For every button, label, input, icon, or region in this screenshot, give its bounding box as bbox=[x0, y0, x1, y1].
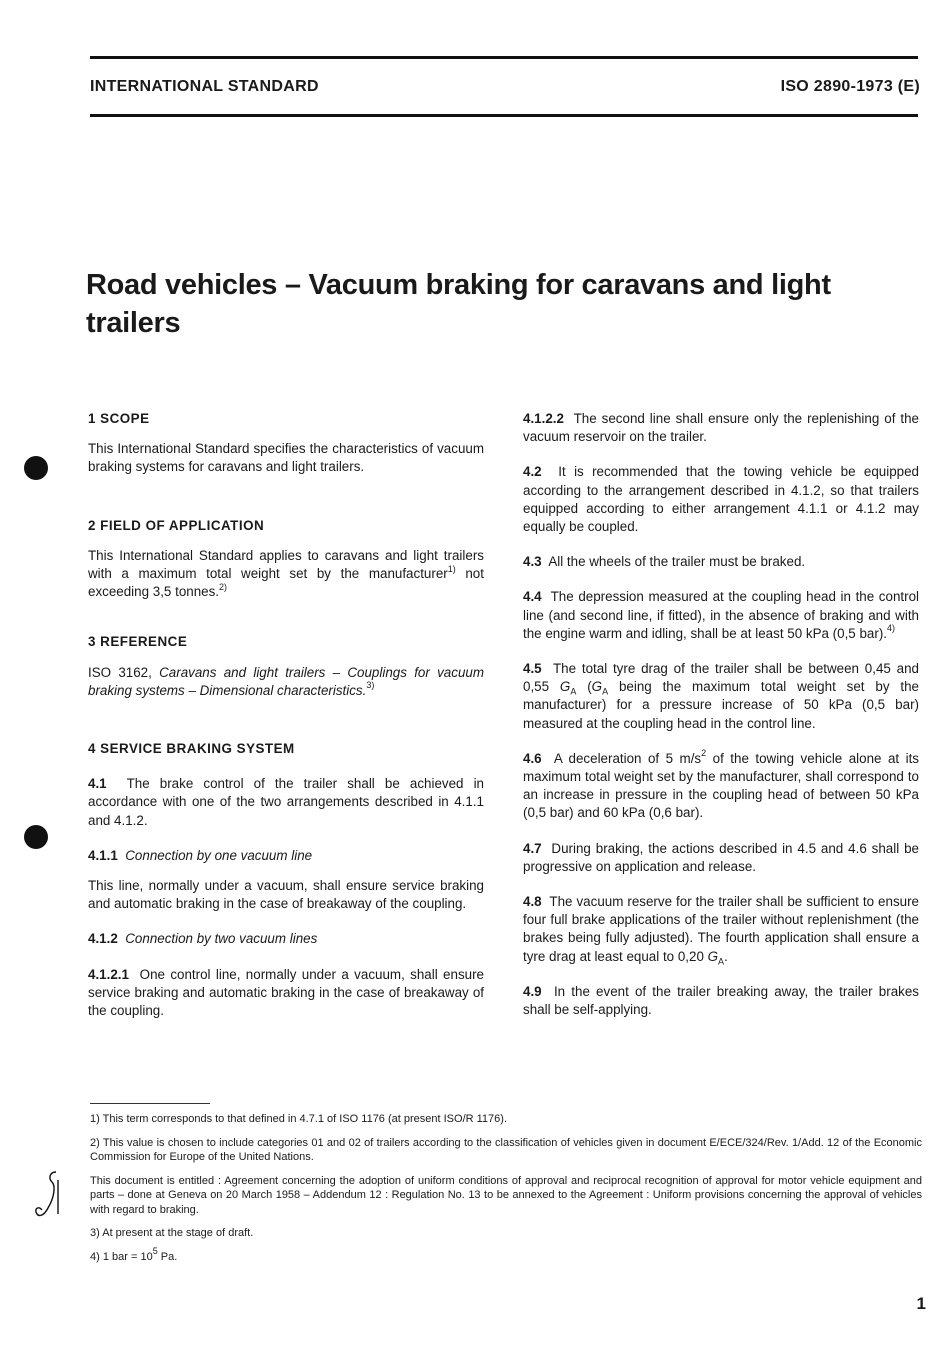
margin-bullet-icon bbox=[24, 825, 48, 849]
footnote-2-continued: This document is entitled : Agreement concerning the adoption of uniform conditions of approval and reciprocal recognition of approval for motor vehicle equipment and parts – done at Geneva on 20 March 1958 – Addendum 12 : Regulation No. 13 to be annexed to the Agreement : Uniform provisions concerning the approval of vehicles with regard to braking. bbox=[90, 1174, 922, 1216]
page-number: 1 bbox=[916, 1294, 926, 1313]
clause-4-7: 4.7 During braking, the actions described in 4.5 and 4.6 shall be progressive on application and release. bbox=[523, 840, 919, 874]
clause-4-1: 4.1 The brake control of the trailer shall be achieved in accordance with one of the two arrangements described in 4.1.1 and 4.1.2. bbox=[88, 776, 485, 828]
clause-4-1-2-1: 4.1.2.1 One control line, normally under a vacuum, shall ensure service braking and automatic braking in the case of breakaway of the coupling. bbox=[88, 966, 484, 1019]
header-bottom-rule bbox=[90, 114, 918, 117]
clause-4-6: 4.6 A deceleration of 5 $m/s^2$ of the towing vehicle alone at its maximum total weight set by the manufacturer, shall correspond to an increase in pressure in the coupling head of between 50 kPa (0,5 bar) and 60 kPa (0,6 bar). bbox=[523, 748, 920, 821]
header-standard-label: INTERNATIONAL STANDARD bbox=[90, 78, 319, 95]
footnote-2: 2) This value is chosen to include categories 01 and 02 of trailers according to the classification of vehicles given in document E/ECE/324/Rev. 1/Add. 12 of the Economic Commission for Europe of the United Nations. bbox=[90, 1136, 922, 1163]
footnote-divider bbox=[90, 1103, 210, 1104]
header-top-rule bbox=[90, 56, 918, 59]
clause-4-2: 4.2 It is recommended that the towing vehicle be equipped according to the arrangement described in 4.1.2, so that trailers equipped according to either arrangement 4.1.1 or 4.1.2 may equally be coupled. bbox=[523, 464, 919, 535]
clause-4-3: 4.3 All the wheels of the trailer must be braked. bbox=[523, 554, 806, 570]
section-heading-service-braking: 4 SERVICE BRAKING SYSTEM bbox=[88, 741, 295, 757]
footnote-3: 3) At present at the stage of draft. bbox=[90, 1227, 254, 1239]
footnote-4: 4) 1 bar = $10^5$ Pa. bbox=[90, 1245, 178, 1263]
margin-bullet-icon bbox=[24, 456, 48, 480]
section-heading-field: 2 FIELD OF APPLICATION bbox=[88, 517, 265, 533]
clause-4-1-1-text: This line, normally under a vacuum, shall ensure service braking and automatic braking in the case of breakaway of the coupling. bbox=[88, 878, 484, 912]
section-heading-reference: 3 REFERENCE bbox=[88, 634, 188, 650]
footnote-1: 1) This term corresponds to that defined in 4.7.1 of ISO 1176 (at present ISO/R 1176). bbox=[90, 1113, 508, 1125]
clause-4-1-2-2: 4.1.2.2 The second line shall ensure only the replenishing of the vacuum reservoir on the trailer. bbox=[523, 411, 919, 445]
left-column bbox=[88, 410, 484, 1020]
header-document-number: ISO 2890-1973 (E) bbox=[780, 78, 920, 95]
footnotes bbox=[90, 1112, 922, 1273]
scope-text: This International Standard specifies the characteristics of vacuum braking systems for caravans and light trailers. bbox=[88, 441, 484, 475]
clause-4-1-2-heading: 4.1.2 Connection by two vacuum lines bbox=[88, 931, 318, 947]
clause-4-1-1-heading: 4.1.1 Connection by one vacuum line bbox=[88, 847, 313, 863]
clause-4-8: 4.8 The vacuum reserve for the trailer shall be sufficient to ensure four full brake applications of the trailer without replenishment (the brakes being fully adjusted). The fourth application shall ensure a tyre drag at least equal to 0,20 $G_A$. bbox=[523, 894, 919, 967]
clause-4-4: 4.4 The depression measured at the coupling head in the control line (and second line, if fitted), in the absence of braking and with the engine warm and idling, shall be at least 50 kPa (0,5 bar).$^{4)}$ bbox=[523, 589, 919, 641]
field-text: This International Standard applies to caravans and light trailers with a maximum total weight set by the manufacturer$^{1)}$ not exceeding 3,5 tonnes.$^{2)}$ bbox=[88, 547, 484, 600]
handwritten-margin-mark-icon bbox=[30, 1168, 64, 1224]
reference-text: ISO 3162, Caravans and light trailers – Couplings for vacuum braking systems – Dimensional characteristics.$^{3)}$ bbox=[88, 664, 484, 698]
section-heading-scope: 1 SCOPE bbox=[88, 411, 150, 426]
clause-4-5: 4.5 The total tyre drag of the trailer shall be between 0,45 and 0,55 $G_A$ ($G_A$ being the maximum total weight set by the manufacturer) for a pressure increase of 50 kPa (0,5 bar) measured at the coupling head in the control line. bbox=[523, 661, 919, 731]
clause-4-9: 4.9 In the event of the trailer breaking away, the trailer brakes shall be self-applying. bbox=[523, 983, 919, 1018]
right-column bbox=[523, 410, 919, 1019]
document-title: Road vehicles – Vacuum braking for caravans and light trailers bbox=[86, 269, 831, 339]
